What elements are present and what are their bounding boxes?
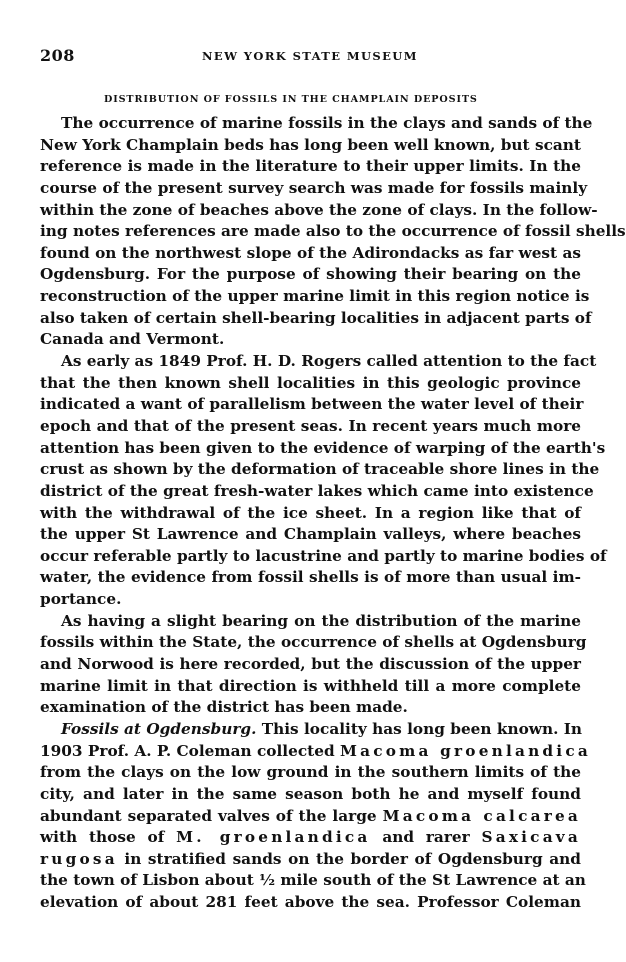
text-line: occur referable partly to lacustrine and partly to marine bodies of <box>40 546 607 565</box>
text-line: fossils within the State, the occurrence of shells at Ogdensburg <box>40 633 587 652</box>
text-run: abundant separated valves of the large <box>40 806 383 825</box>
running-head: NEW YORK STATE MUSEUM <box>202 49 418 63</box>
text-line: district of the great fresh-water lakes which came into existence <box>40 481 594 500</box>
text-line: course of the present survey search was made for fossils mainly <box>40 178 588 197</box>
body-text <box>40 113 626 914</box>
text-line <box>40 827 581 849</box>
text-line: also taken of certain shell-bearing localities in adjacent parts of <box>40 308 592 327</box>
text-line: portance. <box>40 590 122 609</box>
text-run: with those of <box>40 828 177 847</box>
text-line: attention has been given to the evidence of warping of the earth's <box>40 438 606 457</box>
text-line: the upper St Lawrence and Champlain valleys, where beaches <box>40 525 581 544</box>
text-line: that the then known shell localities in this geologic province <box>40 373 581 392</box>
species-name: Saxicava <box>481 828 581 847</box>
subsection-title: Fossils at Ogdensburg. <box>61 719 257 738</box>
text-run: This locality has long been known. In <box>256 719 583 738</box>
text-line: within the zone of beaches above the zone of clays. In the follow- <box>40 200 598 219</box>
text-line <box>40 741 591 763</box>
text-run: and rarer <box>370 828 482 847</box>
text-line: found on the northwest slope of the Adirondacks as far west as <box>40 243 581 262</box>
text-line: New York Champlain beds has long been well known, but scant <box>40 135 581 154</box>
text-line: ing notes references are made also to the occurrence of fossil shells <box>40 222 626 241</box>
text-line: indicated a want of parallelism between the water level of their <box>40 395 584 414</box>
page-header <box>40 46 585 68</box>
text-line: city, and later in the same season both he and myself found <box>40 784 581 803</box>
text-run: 1903 Prof. A. P. Coleman collected <box>40 741 340 760</box>
text-line: water, the evidence from fossil shells is of more than usual im- <box>40 568 581 587</box>
text-line: crust as shown by the deformation of traceable shore lines in the <box>40 460 600 479</box>
species-name: Macoma calcarea <box>382 806 581 825</box>
text-line: epoch and that of the present seas. In recent years much more <box>40 416 581 435</box>
text-line: reference is made in the literature to their upper limits. In the <box>40 157 581 176</box>
text-line: As early as 1849 Prof. H. D. Rogers called attention to the fact <box>61 352 597 371</box>
text-line <box>40 806 581 828</box>
text-line: the town of Lisbon about ½ mile south of the St Lawrence at an <box>40 871 586 890</box>
species-name: Macoma groenlandica <box>339 741 591 760</box>
text-line <box>40 719 581 741</box>
section-heading: DISTRIBUTION OF FOSSILS IN THE CHAMPLAIN DEPOSITS <box>104 94 478 105</box>
text-line <box>40 849 581 871</box>
text-line: elevation of about 281 feet above the sea. Professor Coleman <box>40 893 581 912</box>
text-line: and Norwood is here recorded, but the discussion of the upper <box>40 655 581 674</box>
text-line: reconstruction of the upper marine limit in this region notice is <box>40 287 590 306</box>
text-line: from the clays on the low ground in the southern limits of the <box>40 763 581 782</box>
text-line: Ogdensburg. For the purpose of showing their bearing on the <box>40 265 581 284</box>
text-line: examination of the district has been made. <box>40 698 408 717</box>
text-line: The occurrence of marine fossils in the clays and sands of the <box>61 114 593 132</box>
text-line: marine limit in that direction is withheld till a more complete <box>40 676 581 695</box>
page-number: 208 <box>40 46 75 65</box>
text-line: As having a slight bearing on the distribution of the marine <box>61 611 581 630</box>
text-line: with the withdrawal of the ice sheet. In a region like that of <box>40 503 581 522</box>
text-line: Canada and Vermont. <box>40 330 225 349</box>
species-name: rugosa <box>40 849 118 868</box>
species-name: M. groenlandica <box>176 828 371 847</box>
text-run: in stratified sands on the border of Ogdensburg and <box>117 849 581 868</box>
